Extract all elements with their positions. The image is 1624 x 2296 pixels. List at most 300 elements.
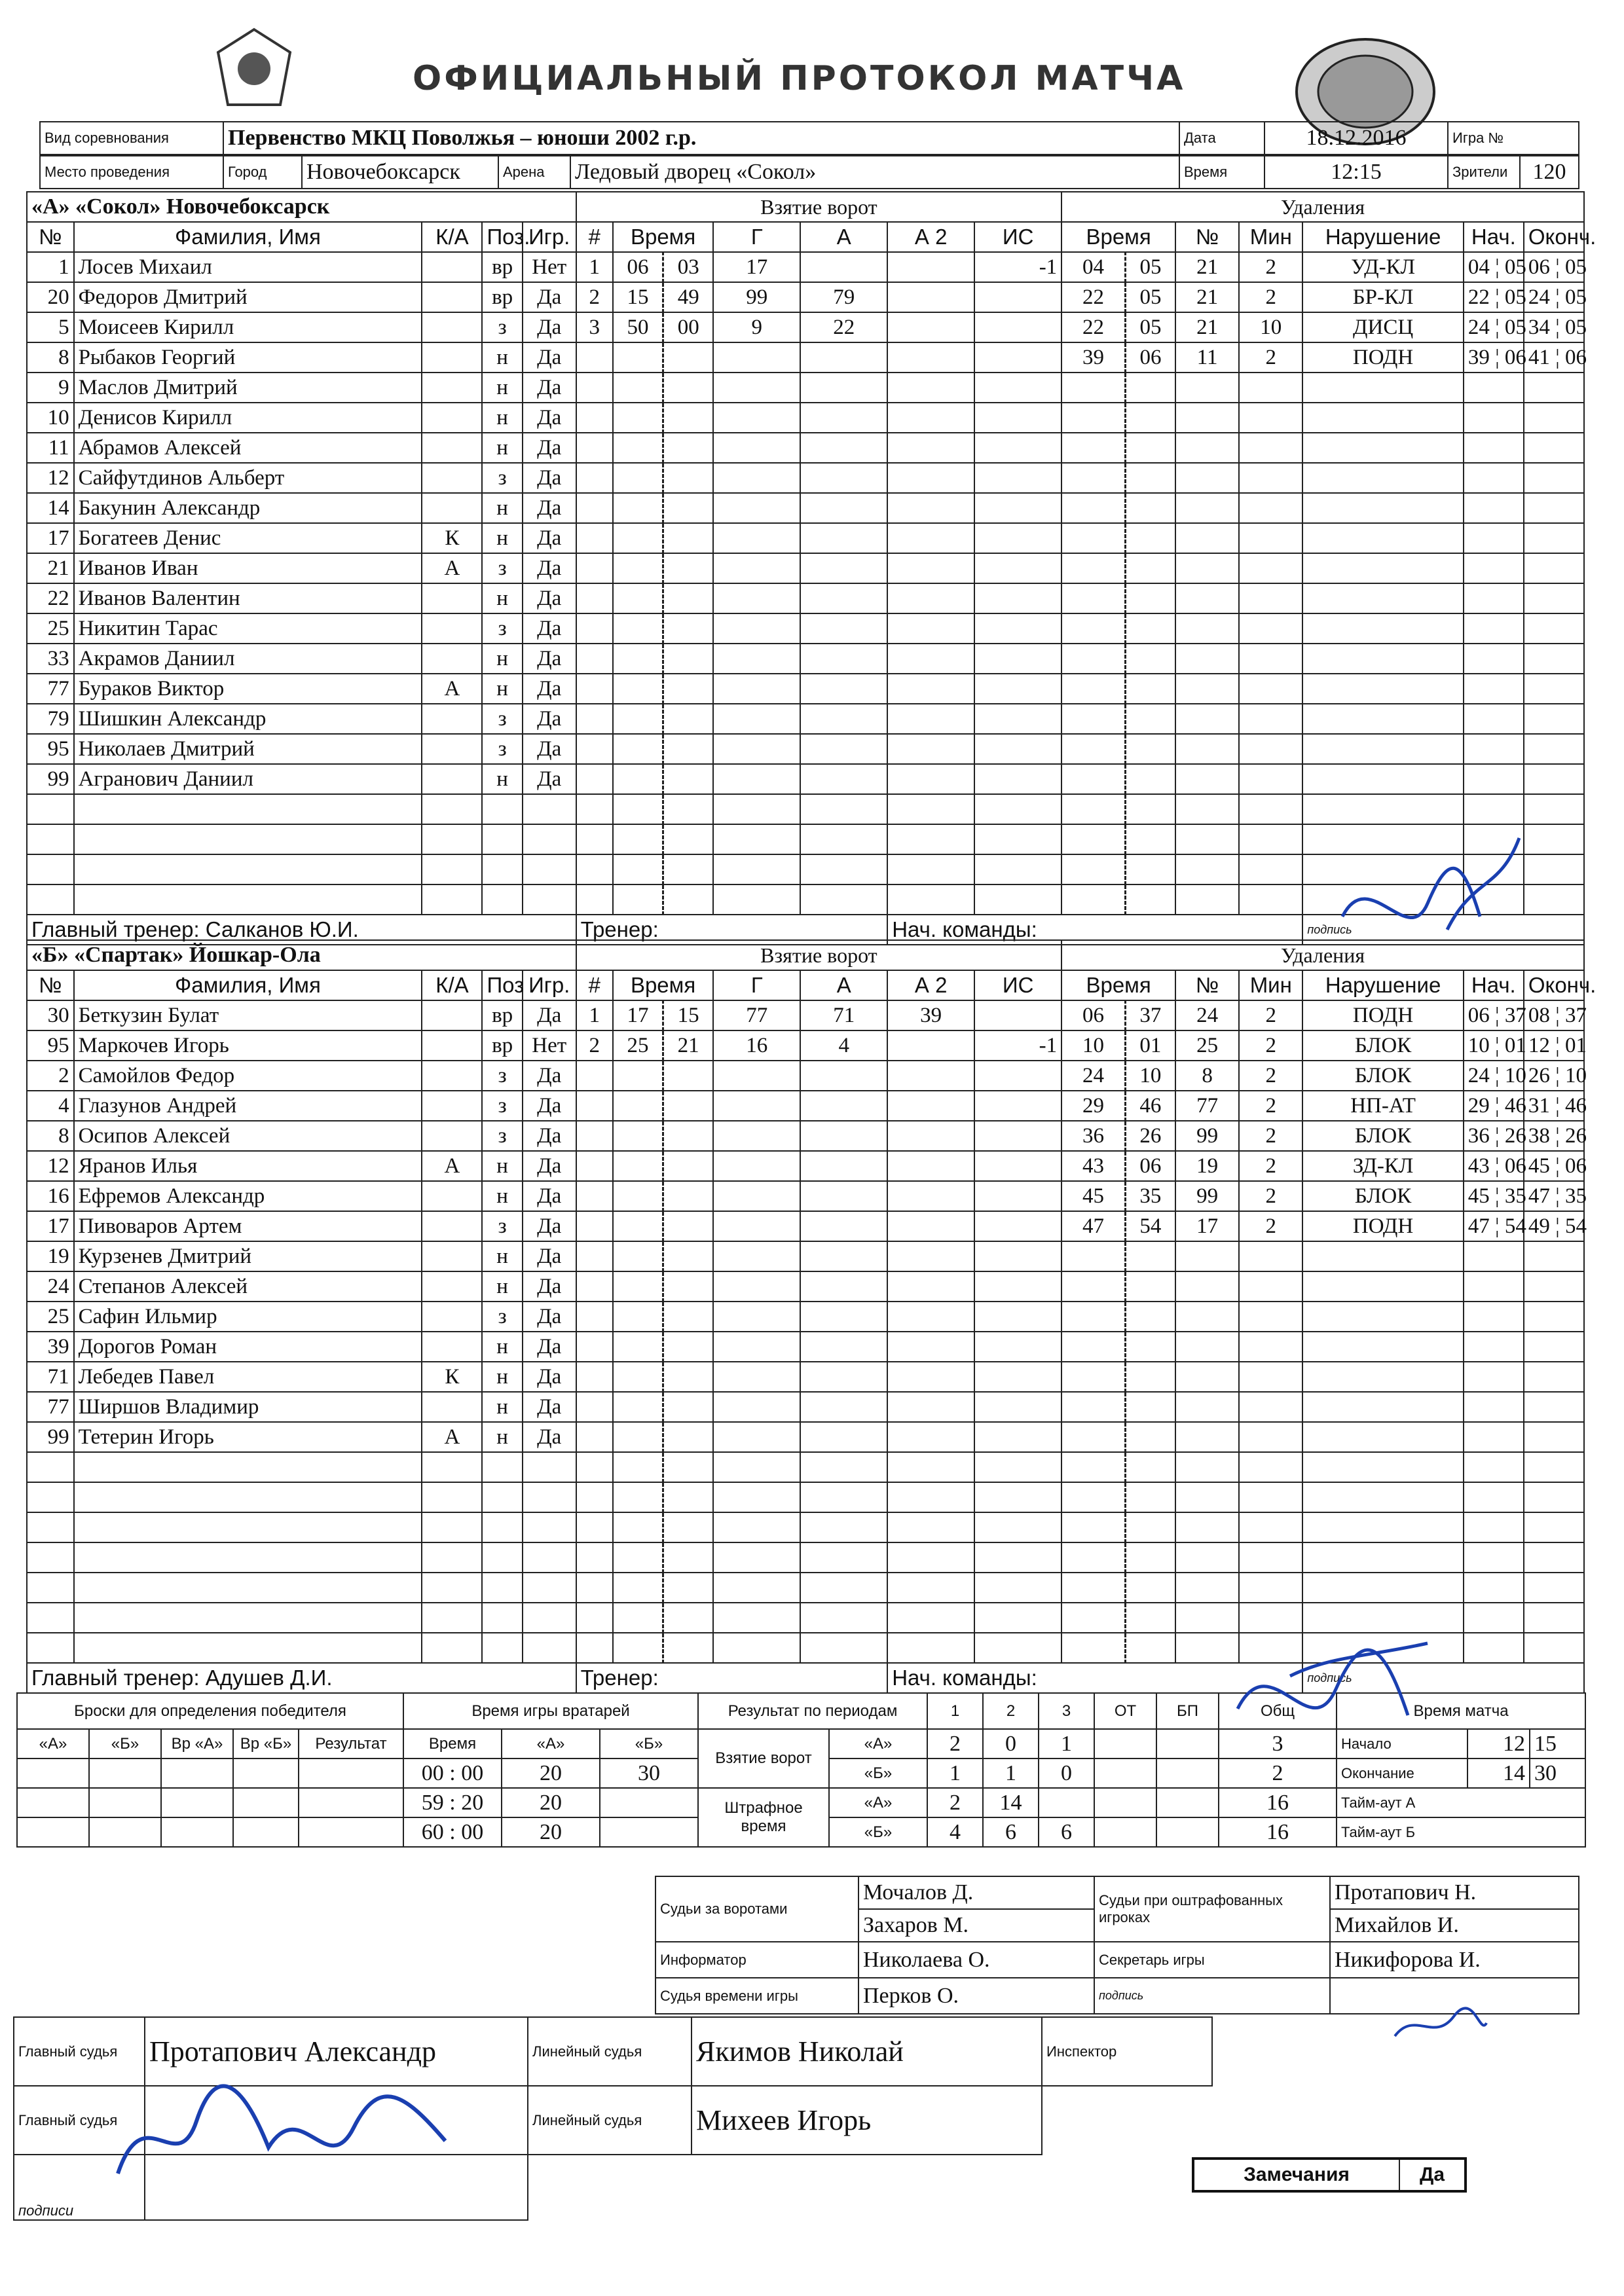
penalty-judge-1: Протапович Н. bbox=[1330, 1876, 1579, 1909]
penalty-start-min: 10 bbox=[1467, 1033, 1490, 1057]
player-played: Да bbox=[523, 1091, 576, 1121]
goal-assist2 bbox=[887, 1422, 974, 1452]
team-title: «А» «Сокол» Новочебоксарск bbox=[27, 192, 576, 222]
penalty-player bbox=[1175, 824, 1239, 854]
goal-assist2 bbox=[887, 854, 974, 884]
goal-assist bbox=[800, 1452, 887, 1482]
penalty-second: 54 bbox=[1125, 1211, 1175, 1241]
protocol-title: ОФИЦИАЛЬНЫЙ ПРОТОКОЛ МАТЧА bbox=[413, 59, 1186, 98]
goal-assist bbox=[800, 1542, 887, 1573]
penalty-end-min: 08 bbox=[1528, 1003, 1550, 1027]
goal-second bbox=[663, 493, 714, 523]
player-number: 77 bbox=[27, 674, 74, 704]
penalty-start-min: 04 bbox=[1467, 255, 1490, 279]
penalty-second: 05 bbox=[1125, 252, 1175, 282]
penalty-start bbox=[1464, 764, 1524, 794]
penalty-player bbox=[1175, 1332, 1239, 1362]
penalty-infraction bbox=[1302, 734, 1463, 764]
player-number: 14 bbox=[27, 493, 74, 523]
goal-second bbox=[663, 1603, 714, 1633]
goal-is: -1 bbox=[974, 1030, 1061, 1061]
goalie-row-3-a: 20 bbox=[502, 1817, 600, 1847]
goal-scorer bbox=[713, 613, 800, 644]
goal-assist2 bbox=[887, 282, 974, 312]
goal-scorer bbox=[713, 433, 800, 463]
goal-assist2 bbox=[887, 764, 974, 794]
goal-second bbox=[663, 1573, 714, 1603]
goal-scorer bbox=[713, 1271, 800, 1302]
goal-second: 49 bbox=[663, 282, 714, 312]
penalty-duration bbox=[1239, 854, 1302, 884]
player-number: 17 bbox=[27, 1211, 74, 1241]
penalty-end bbox=[1524, 734, 1584, 764]
penalty-infraction: НП-АТ bbox=[1302, 1091, 1463, 1121]
goal-scorer bbox=[713, 493, 800, 523]
penalty-start-sec: 35 bbox=[1504, 1184, 1526, 1208]
player-role bbox=[422, 824, 482, 854]
num-header: № bbox=[27, 970, 74, 1000]
player-position bbox=[482, 824, 522, 854]
player-name bbox=[74, 884, 422, 915]
player-played: Да bbox=[523, 1181, 576, 1211]
penalty-judges-label: Судьи при оштрафованных игроках bbox=[1094, 1876, 1330, 1942]
start-label: Начало bbox=[1337, 1729, 1467, 1758]
goal-scorer bbox=[713, 342, 800, 373]
goals-header: Взятие ворот bbox=[576, 192, 1062, 222]
pen-a-p2: 14 bbox=[983, 1788, 1039, 1817]
penalty-end-min: 41 bbox=[1528, 345, 1550, 369]
penalty-start bbox=[1464, 704, 1524, 734]
goal-assist2 bbox=[887, 553, 974, 583]
player-name: Богатеев Денис bbox=[74, 523, 422, 553]
penalty-second bbox=[1125, 764, 1175, 794]
player-number bbox=[27, 1603, 74, 1633]
penalty-infraction: БЛОК bbox=[1302, 1121, 1463, 1151]
secretary-label: Секретарь игры bbox=[1094, 1942, 1330, 1978]
goal-assist bbox=[800, 794, 887, 824]
penalty-end bbox=[1524, 1241, 1584, 1271]
player-played: Да bbox=[523, 613, 576, 644]
penalty-player: 19 bbox=[1175, 1151, 1239, 1181]
player-played: Да bbox=[523, 674, 576, 704]
goal-second bbox=[663, 1512, 714, 1542]
player-number: 79 bbox=[27, 704, 74, 734]
penalty-start bbox=[1464, 1482, 1524, 1512]
penalty-start-min: 06 bbox=[1467, 1003, 1490, 1027]
player-position: з bbox=[482, 613, 522, 644]
penalty-minute bbox=[1061, 1271, 1125, 1302]
penalty-duration bbox=[1239, 1422, 1302, 1452]
player-name bbox=[74, 1482, 422, 1512]
goal-minute bbox=[613, 1542, 663, 1573]
penalty-start: 04 ¦ 05 bbox=[1464, 252, 1524, 282]
player-role bbox=[422, 884, 482, 915]
competition-value: Первенство МКЦ Поволжья – юноши 2002 г.р. bbox=[223, 122, 1179, 155]
player-role bbox=[422, 1000, 482, 1030]
player-number: 24 bbox=[27, 1271, 74, 1302]
goal-number bbox=[576, 1452, 613, 1482]
penalty-second bbox=[1125, 734, 1175, 764]
penalty-end bbox=[1524, 674, 1584, 704]
table-row bbox=[27, 1332, 1584, 1362]
goal-second: 21 bbox=[663, 1030, 714, 1061]
goals-b-p3: 0 bbox=[1039, 1758, 1094, 1788]
penalty-player bbox=[1175, 1392, 1239, 1422]
penalty-player bbox=[1175, 1362, 1239, 1392]
goal-assist2 bbox=[887, 1362, 974, 1392]
player-role bbox=[422, 433, 482, 463]
penalty-player bbox=[1175, 764, 1239, 794]
penalty-player bbox=[1175, 1482, 1239, 1512]
player-position: н bbox=[482, 1151, 522, 1181]
penalty-duration: 2 bbox=[1239, 1061, 1302, 1091]
penalty-infraction bbox=[1302, 583, 1463, 613]
player-played: Да bbox=[523, 1121, 576, 1151]
penalty-duration: 2 bbox=[1239, 1121, 1302, 1151]
penalty-duration: 2 bbox=[1239, 252, 1302, 282]
goal-number bbox=[576, 463, 613, 493]
goal-minute bbox=[613, 644, 663, 674]
goal-scorer bbox=[713, 1603, 800, 1633]
goal-assist2 bbox=[887, 1241, 974, 1271]
penalty-duration bbox=[1239, 1452, 1302, 1482]
goal-assist2 bbox=[887, 1271, 974, 1302]
penalty-duration bbox=[1239, 583, 1302, 613]
player-played: Нет bbox=[523, 252, 576, 282]
goal-scorer bbox=[713, 1482, 800, 1512]
penalty-player bbox=[1175, 674, 1239, 704]
player-role bbox=[422, 1091, 482, 1121]
penalty-minute bbox=[1061, 794, 1125, 824]
informer-label: Информатор bbox=[655, 1942, 858, 1978]
penalty-infraction bbox=[1302, 644, 1463, 674]
linesman-2-value: Михеев Игорь bbox=[692, 2086, 1042, 2155]
penalty-infraction bbox=[1302, 463, 1463, 493]
player-played: Да bbox=[523, 373, 576, 403]
penalty-end bbox=[1524, 704, 1584, 734]
penalty-minute bbox=[1061, 1241, 1125, 1271]
goalie-row-2-a: 20 bbox=[502, 1788, 600, 1817]
goal-minute bbox=[613, 1392, 663, 1422]
penalty-infraction bbox=[1302, 433, 1463, 463]
table-row bbox=[27, 1151, 1584, 1181]
goal-number bbox=[576, 704, 613, 734]
goal-number bbox=[576, 1121, 613, 1151]
penalty-minute: 24 bbox=[1061, 1061, 1125, 1091]
penalty-duration: 2 bbox=[1239, 282, 1302, 312]
penalty-infraction: ПОДН bbox=[1302, 342, 1463, 373]
player-name: Шишкин Александр bbox=[74, 704, 422, 734]
penalty-player bbox=[1175, 1542, 1239, 1573]
goal-assist bbox=[800, 704, 887, 734]
pen-start-header: Нач. bbox=[1464, 970, 1524, 1000]
pen-a-total: 16 bbox=[1219, 1788, 1337, 1817]
penalty-infraction bbox=[1302, 794, 1463, 824]
penalty-duration: 10 bbox=[1239, 312, 1302, 342]
goal-assist bbox=[800, 523, 887, 553]
penalty-minute bbox=[1061, 644, 1125, 674]
goal-second bbox=[663, 1362, 714, 1392]
goals-label: Взятие ворот bbox=[698, 1729, 829, 1788]
penalty-player: 21 bbox=[1175, 252, 1239, 282]
table-row bbox=[27, 1573, 1584, 1603]
goal-minute bbox=[613, 734, 663, 764]
penalty-end: 38 ¦ 26 bbox=[1524, 1121, 1584, 1151]
penalty-player: 21 bbox=[1175, 312, 1239, 342]
goal-second bbox=[663, 674, 714, 704]
penalty-player: 25 bbox=[1175, 1030, 1239, 1061]
goal-is bbox=[974, 282, 1061, 312]
table-row bbox=[27, 1061, 1584, 1091]
goal-minute bbox=[613, 1151, 663, 1181]
goal-scorer bbox=[713, 373, 800, 403]
table-row bbox=[27, 613, 1584, 644]
goal-minute: 50 bbox=[613, 312, 663, 342]
player-name: Агранович Даниил bbox=[74, 764, 422, 794]
penalty-end-min: 24 bbox=[1528, 285, 1550, 309]
player-role bbox=[422, 613, 482, 644]
goal-scorer bbox=[713, 1573, 800, 1603]
pen-a-so bbox=[1156, 1788, 1219, 1817]
goal-assist bbox=[800, 1512, 887, 1542]
penalty-start: 36 ¦ 26 bbox=[1464, 1121, 1524, 1151]
goal-minute bbox=[613, 1573, 663, 1603]
goal-scorer: 16 bbox=[713, 1030, 800, 1061]
penalty-duration bbox=[1239, 403, 1302, 433]
goal-assist bbox=[800, 1482, 887, 1512]
player-number: 5 bbox=[27, 312, 74, 342]
player-role bbox=[422, 252, 482, 282]
penalty-infraction bbox=[1302, 613, 1463, 644]
goal-minute bbox=[613, 1482, 663, 1512]
time-value: 12:15 bbox=[1264, 156, 1448, 189]
table-row bbox=[27, 1542, 1584, 1573]
goals-a-total: 3 bbox=[1219, 1729, 1337, 1758]
player-number: 39 bbox=[27, 1332, 74, 1362]
player-name: Маркочев Игорь bbox=[74, 1030, 422, 1061]
penalty-infraction bbox=[1302, 1422, 1463, 1452]
player-played: Да bbox=[523, 312, 576, 342]
player-role: А bbox=[422, 553, 482, 583]
period-so-header: БП bbox=[1156, 1693, 1219, 1729]
goal-assist bbox=[800, 403, 887, 433]
ka-header: К/А bbox=[422, 970, 482, 1000]
goal-scorer bbox=[713, 1633, 800, 1663]
penalty-end: 49 ¦ 54 bbox=[1524, 1211, 1584, 1241]
player-position: н bbox=[482, 1241, 522, 1271]
penalty-player bbox=[1175, 1573, 1239, 1603]
player-played: Да bbox=[523, 704, 576, 734]
goal-is bbox=[974, 1573, 1061, 1603]
penalty-second: 37 bbox=[1125, 1000, 1175, 1030]
penalty-start bbox=[1464, 1512, 1524, 1542]
penalty-start-sec: 10 bbox=[1504, 1063, 1526, 1087]
player-name: Дорогов Роман bbox=[74, 1332, 422, 1362]
goal-assist: 71 bbox=[800, 1000, 887, 1030]
player-number: 12 bbox=[27, 463, 74, 493]
penalty-end-min: 38 bbox=[1528, 1123, 1550, 1148]
table-row bbox=[27, 1181, 1584, 1211]
goal-assist2 bbox=[887, 1332, 974, 1362]
goal-assist bbox=[800, 1271, 887, 1302]
goals-b-total: 2 bbox=[1219, 1758, 1337, 1788]
penalty-end bbox=[1524, 1392, 1584, 1422]
goal-minute bbox=[613, 1422, 663, 1452]
player-role bbox=[422, 1633, 482, 1663]
player-number bbox=[27, 884, 74, 915]
player-position: з bbox=[482, 734, 522, 764]
penalty-infraction bbox=[1302, 704, 1463, 734]
goal-number bbox=[576, 433, 613, 463]
player-name bbox=[74, 854, 422, 884]
goal-second bbox=[663, 884, 714, 915]
player-played bbox=[523, 1452, 576, 1482]
goal-scorer bbox=[713, 704, 800, 734]
goal-scorer bbox=[713, 1091, 800, 1121]
goal-assist2 bbox=[887, 1452, 974, 1482]
goal-assist: 79 bbox=[800, 282, 887, 312]
goal-number bbox=[576, 824, 613, 854]
play-header: Игр. bbox=[523, 222, 576, 252]
penalty-infraction: БЛОК bbox=[1302, 1181, 1463, 1211]
penalty-second: 26 bbox=[1125, 1121, 1175, 1151]
goal-scorer bbox=[713, 1121, 800, 1151]
penalty-duration bbox=[1239, 644, 1302, 674]
goal-assist: 22 bbox=[800, 312, 887, 342]
player-position: н bbox=[482, 1332, 522, 1362]
penalty-infraction bbox=[1302, 1271, 1463, 1302]
penalty-minute bbox=[1061, 1603, 1125, 1633]
penalty-minute bbox=[1061, 493, 1125, 523]
goal-scorer bbox=[713, 1332, 800, 1362]
player-position bbox=[482, 1512, 522, 1542]
goal-minute bbox=[613, 764, 663, 794]
player-name: Пивоваров Артем bbox=[74, 1211, 422, 1241]
timekeeper-value: Перков О. bbox=[858, 1978, 1094, 2014]
penalty-judge-2: Михайлов И. bbox=[1330, 1909, 1579, 1942]
goal-assist bbox=[800, 433, 887, 463]
player-played: Да bbox=[523, 463, 576, 493]
goal-number bbox=[576, 644, 613, 674]
goal-scorer bbox=[713, 1302, 800, 1332]
goal-is bbox=[974, 674, 1061, 704]
goal-number bbox=[576, 613, 613, 644]
goal-minute bbox=[613, 1603, 663, 1633]
penalty-second bbox=[1125, 1422, 1175, 1452]
goal-scorer bbox=[713, 403, 800, 433]
player-number: 11 bbox=[27, 433, 74, 463]
player-position: н bbox=[482, 1181, 522, 1211]
player-number: 10 bbox=[27, 403, 74, 433]
penalty-end bbox=[1524, 403, 1584, 433]
player-number: 16 bbox=[27, 1181, 74, 1211]
goal-number bbox=[576, 884, 613, 915]
goal-second bbox=[663, 824, 714, 854]
penalty-end-sec: 06 bbox=[1564, 1154, 1587, 1178]
penalty-player bbox=[1175, 613, 1239, 644]
penalty-start bbox=[1464, 1603, 1524, 1633]
goal-number bbox=[576, 1271, 613, 1302]
player-played bbox=[523, 854, 576, 884]
penalty-end: 45 ¦ 06 bbox=[1524, 1151, 1584, 1181]
end-minute: 30 bbox=[1530, 1758, 1585, 1788]
penalty-start-min: 22 bbox=[1467, 285, 1490, 309]
penalty-player bbox=[1175, 1422, 1239, 1452]
player-position bbox=[482, 1573, 522, 1603]
player-number: 12 bbox=[27, 1151, 74, 1181]
penalty-minute: 47 bbox=[1061, 1211, 1125, 1241]
goal-number bbox=[576, 1151, 613, 1181]
penalty-end bbox=[1524, 613, 1584, 644]
penalty-start-sec: 01 bbox=[1504, 1033, 1526, 1057]
goal-assist bbox=[800, 734, 887, 764]
penalty-duration bbox=[1239, 433, 1302, 463]
goals-b-so bbox=[1156, 1758, 1219, 1788]
penalty-start: 24 ¦ 05 bbox=[1464, 312, 1524, 342]
game-label: Игра № bbox=[1448, 122, 1579, 155]
goal-second bbox=[663, 523, 714, 553]
penalty-start bbox=[1464, 1362, 1524, 1392]
goal-second bbox=[663, 1392, 714, 1422]
goal-is bbox=[974, 1512, 1061, 1542]
penalty-player bbox=[1175, 523, 1239, 553]
penalty-duration bbox=[1239, 1271, 1302, 1302]
goal-assist bbox=[800, 1121, 887, 1151]
goal-is bbox=[974, 734, 1061, 764]
goal-assist bbox=[800, 463, 887, 493]
penalty-infraction bbox=[1302, 674, 1463, 704]
goal-minute bbox=[613, 463, 663, 493]
goal-judges-label: Судьи за воротами bbox=[655, 1876, 858, 1942]
penalty-end-min: 45 bbox=[1528, 1154, 1550, 1178]
penalty-end-sec: 05 bbox=[1564, 315, 1587, 339]
goal-number bbox=[576, 764, 613, 794]
player-role bbox=[422, 704, 482, 734]
player-played: Да bbox=[523, 583, 576, 613]
player-role bbox=[422, 794, 482, 824]
goal-assist bbox=[800, 1633, 887, 1663]
player-played bbox=[523, 1633, 576, 1663]
goal-is bbox=[974, 704, 1061, 734]
goals-b-p2: 1 bbox=[983, 1758, 1039, 1788]
player-name: Федоров Дмитрий bbox=[74, 282, 422, 312]
penalty-second bbox=[1125, 884, 1175, 915]
pen-end-header: Оконч. bbox=[1524, 970, 1584, 1000]
period-1-header: 1 bbox=[927, 1693, 983, 1729]
pen-num-header: № bbox=[1175, 222, 1239, 252]
player-number: 71 bbox=[27, 1362, 74, 1392]
goal-scorer bbox=[713, 463, 800, 493]
coach-label: Тренер: bbox=[576, 1663, 888, 1693]
penalty-end: 47 ¦ 35 bbox=[1524, 1181, 1584, 1211]
player-position: н bbox=[482, 1362, 522, 1392]
penalty-start: 47 ¦ 54 bbox=[1464, 1211, 1524, 1241]
penalty-end-min: 34 bbox=[1528, 315, 1550, 339]
goal-assist2 bbox=[887, 1121, 974, 1151]
pen-b-so bbox=[1156, 1817, 1219, 1847]
goal-is bbox=[974, 1211, 1061, 1241]
goal-scorer bbox=[713, 583, 800, 613]
player-position: з bbox=[482, 1121, 522, 1151]
player-position bbox=[482, 884, 522, 915]
penalty-infraction bbox=[1302, 1573, 1463, 1603]
penalty-start bbox=[1464, 463, 1524, 493]
penalty-duration: 2 bbox=[1239, 1151, 1302, 1181]
goal-second bbox=[663, 1482, 714, 1512]
penalty-start-sec: 05 bbox=[1504, 285, 1526, 309]
goal-minute bbox=[613, 342, 663, 373]
goal-number bbox=[576, 1512, 613, 1542]
